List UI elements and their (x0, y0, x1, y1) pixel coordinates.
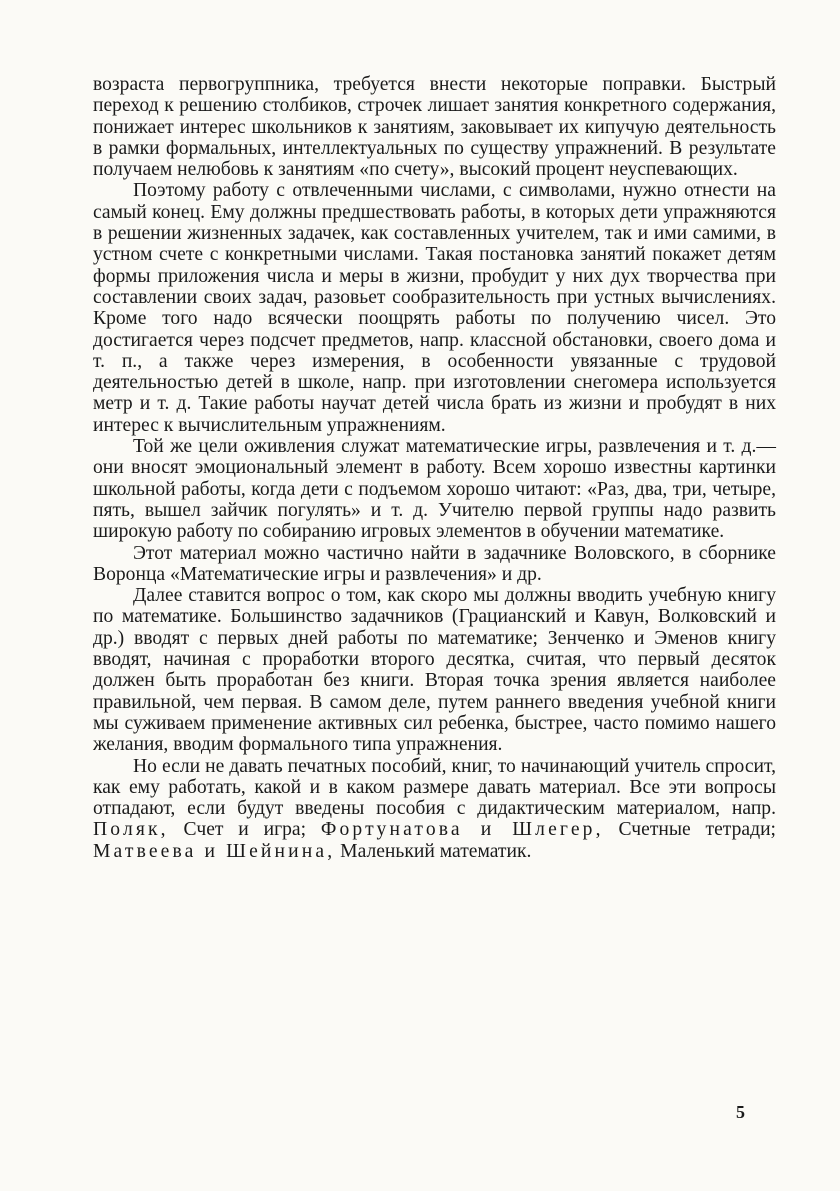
author-matveeva-sheinina: Матвеева и Шейнина, (93, 840, 336, 862)
manuals-text-2: Счет и игра; (168, 819, 321, 841)
author-fortunatova-shleger: Фортунатова и Шлегер, (320, 819, 604, 841)
page-number: 5 (736, 1102, 745, 1122)
paragraph-continuation: возраста первогруппника, требуется внести некоторые поправки. Быстрый переход к решению столбиков, строчек лишает занятия конкретного содержания, понижает интерес школьников к занятиям, заковывает их кипучую деятельность в рамки формальных, интеллектуальных по существу упражнений. В результате получаем нелюбовь к занятиям «по счету», высокий процент неуспевающих. (93, 74, 776, 181)
paragraph-textbook: Далее ставится вопрос о том, как скоро мы должны вводить учебную книгу по математике. Большинство задачников (Грацианский и Кавун, Волковский и др.) вводят с первых дней работы по математике; Зенченко и Эменов книгу вводят, начиная с проработки второго десятка, считая, что первый десяток должен быть проработан без книги. Вторая точка зрения является наиболее правильной, чем первая. В самом деле, путем раннего введения учебной книги мы суживаем применение активных сил ребенка, быстрее, часто помимо нашего желания, вводим формального типа упражнения. (93, 585, 776, 756)
paragraph-abstract-numbers: Поэтому работу с отвлеченными числами, с символами, нужно отнести на самый конец. Ему должны предшествовать работы, в которых дети упражняются в решении жизненных задачек, как составленных учителем, так и ими самими, в устном счете с конкретными числами. Такая постановка занятий покажет детям формы приложения числа и меры в жизни, пробудит у них дух творчества при составлении своих задач, разовьет сообразительность при устных вычислениях. Кроме того надо всячески поощрять работы по получению чисел. Это достигается через подсчет предметов, напр. классной обстановки, своего дома и т. п., а также через измерения, в особенности увязанные с трудовой деятельностью детей в школе, напр. при изготовлении снегомера используется метр и т. д. Такие работы научат детей числа брать из жизни и пробудят в них интерес к вычислительным упражнениям. (93, 180, 776, 436)
manuals-text-4: Маленький математик. (335, 840, 532, 862)
body-text (93, 74, 776, 862)
manuals-text-3: Счетные тетради; (603, 819, 776, 841)
paragraph-math-games: Той же цели оживления служат математические игры, развлечения и т. д.—они вносят эмоциональный элемент в работу. Всем хорошо известны картинки школьной работы, когда дети с подъемом хорошо читают: «Раз, два, три, четыре, пять, вышел зайчик погулять» и т. д. Учителю первой группы надо развить широкую работу по собиранию игровых элементов в обучении математике. (93, 436, 776, 543)
manuals-text-1: Но если не давать печатных пособий, книг, то начинающий учитель спросит, как ему работать, какой и в каком размере давать материал. Все эти вопросы отпадают, если будут введены пособия с дидактическим материалом, напр. (93, 755, 776, 820)
paragraph-manuals (93, 756, 776, 862)
author-polyak: Поляк, (93, 819, 169, 841)
paragraph-sources: Этот материал можно частично найти в задачнике Воловского, в сборнике Воронца «Математические игры и развлечения» и др. (93, 542, 776, 585)
